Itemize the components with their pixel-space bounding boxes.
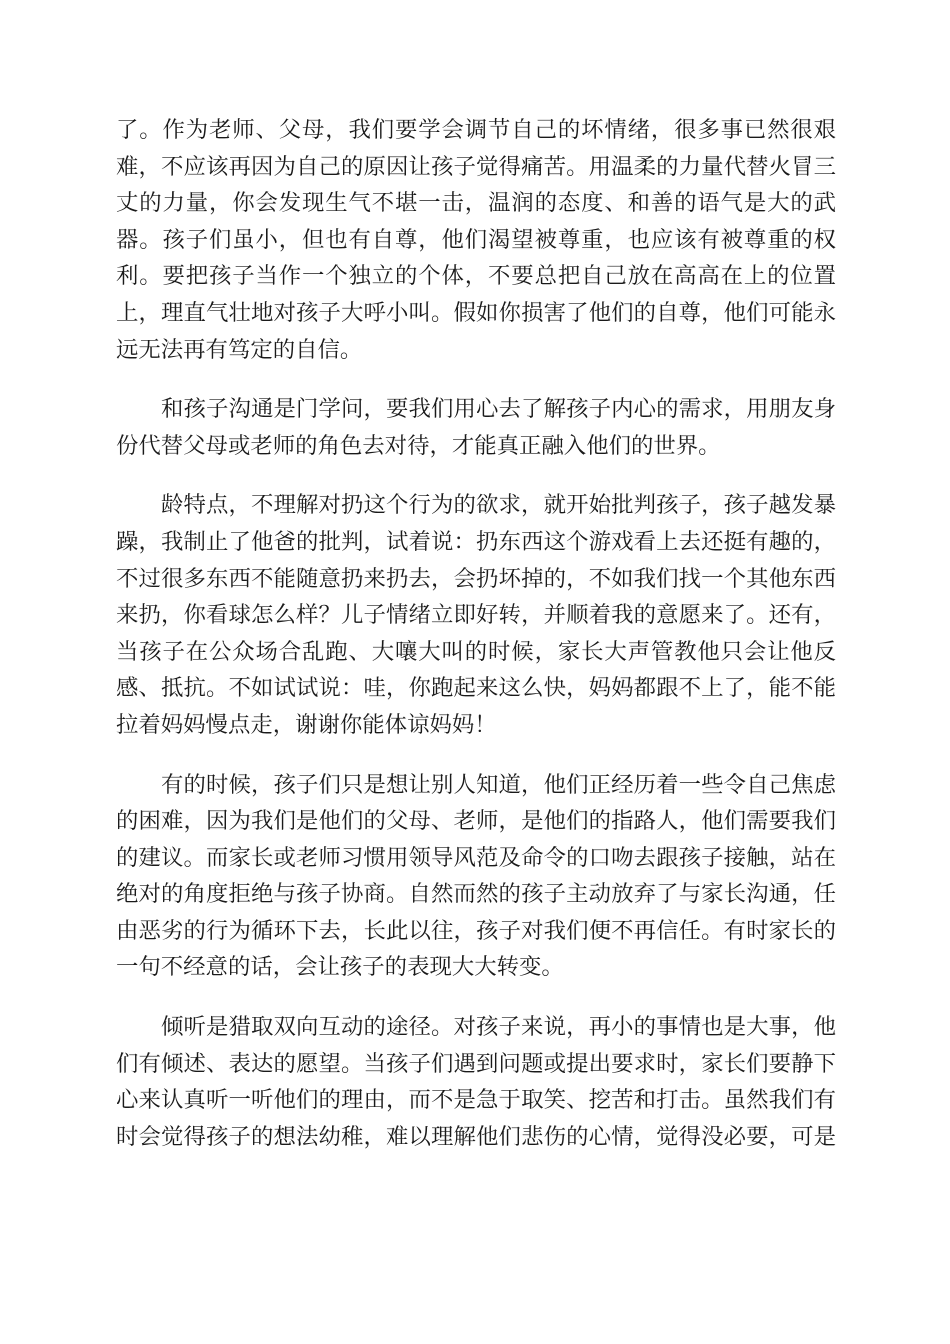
text-line: 难，不应该再因为自己的原因让孩子觉得痛苦。用温柔的力量代替火冒三 <box>116 153 836 180</box>
text-line: 感、抵抗。不如试试说：哇，你跑起来这么快，妈妈都跟不上了，能不能 <box>116 675 836 702</box>
text-line: 有的时候，孩子们只是想让别人知道，他们正经历着一些令自己焦虑 <box>161 771 836 798</box>
text-line: 倾听是猎取双向互动的途径。对孩子来说，再小的事情也是大事，他 <box>161 1014 836 1041</box>
text-line: 的建议。而家长或老师习惯用领导风范及命令的口吻去跟孩子接触，站在 <box>116 844 836 871</box>
text-line: 不过很多东西不能随意扔来扔去，会扔坏掉的，不如我们找一个其他东西 <box>116 565 836 592</box>
paragraph-gap <box>116 368 836 391</box>
paragraph <box>116 487 836 743</box>
paragraph <box>116 767 836 987</box>
paragraph <box>116 1009 836 1155</box>
paragraph <box>116 112 836 368</box>
paragraph-gap <box>116 464 836 487</box>
text-line: 利。要把孩子当作一个独立的个体，不要总把自己放在高高在上的位置 <box>116 263 836 290</box>
text-line: 龄特点，不理解对扔这个行为的欲求，就开始批判孩子，孩子越发暴 <box>161 492 836 519</box>
text-line: 上，理直气壮地对孩子大呼小叫。假如你损害了他们的自尊，他们可能永 <box>116 299 836 326</box>
paragraph <box>116 391 836 464</box>
text-line: 了。作为老师、父母，我们要学会调节自己的坏情绪，很多事已然很艰 <box>116 117 836 143</box>
text-line: 心来认真听一听他们的理由，而不是急于取笑、挖苦和打击。虽然我们有 <box>116 1087 836 1114</box>
text-line: 当孩子在公众场合乱跑、大嚷大叫的时候，家长大声管教他只会让他反 <box>116 638 836 665</box>
text-line: 绝对的角度拒绝与孩子协商。自然而然的孩子主动放弃了与家长沟通，任 <box>116 881 836 908</box>
text-line: 远无法再有笃定的自信。 <box>116 336 363 363</box>
text-line: 份代替父母或老师的角色去对待，才能真正融入他们的世界。 <box>116 432 721 459</box>
text-line: 器。孩子们虽小，但也有自尊，他们渴望被尊重，也应该有被尊重的权 <box>116 226 836 253</box>
text-line: 丈的力量，你会发现生气不堪一击，温润的态度、和善的语气是大的武 <box>116 190 836 217</box>
text-line: 由恶劣的行为循环下去，长此以往，孩子对我们便不再信任。有时家长的 <box>116 917 836 944</box>
text-line: 的困难，因为我们是他们的父母、老师，是他们的指路人，他们需要我们 <box>116 808 836 835</box>
text-line: 们有倾述、表达的愿望。当孩子们遇到问题或提出要求时，家长们要静下 <box>116 1050 836 1077</box>
text-line: 躁，我制止了他爸的批判，试着说：扔东西这个游戏看上去还挺有趣的， <box>116 528 836 555</box>
paragraph-gap <box>116 986 836 1009</box>
text-line: 来扔，你看球怎么样？儿子情绪立即好转，并顺着我的意愿来了。还有， <box>116 602 836 629</box>
text-line: 和孩子沟通是门学问，要我们用心去了解孩子内心的需求，用朋友身 <box>161 396 836 423</box>
text-line: 拉着妈妈慢点走，谢谢你能体谅妈妈！ <box>116 711 497 738</box>
text-line: 时会觉得孩子的想法幼稚，难以理解他们悲伤的心情，觉得没必要，可是 <box>116 1123 836 1150</box>
paragraph-gap <box>116 744 836 767</box>
text-line: 一句不经意的话，会让孩子的表现大大转变。 <box>116 954 564 981</box>
body-text <box>116 112 836 1155</box>
